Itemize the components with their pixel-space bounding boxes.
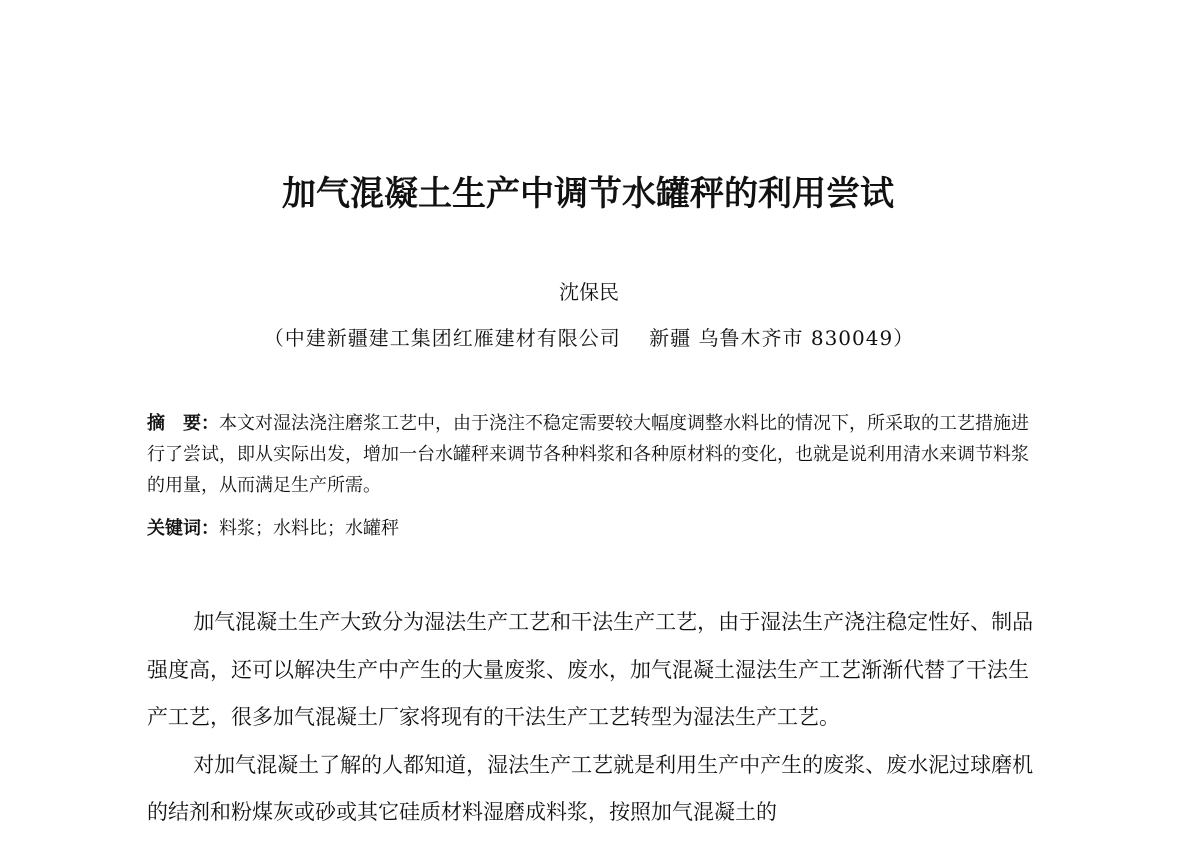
keywords-block — [147, 513, 1037, 544]
abstract-block — [147, 408, 1037, 501]
author-affiliation: （中建新疆建工集团红雁建材有限公司 新疆 乌鲁木齐市 830049） — [263, 326, 915, 350]
keywords-label: 关键词： — [147, 518, 219, 539]
paper-title: 加气混凝土生产中调节水罐秤的利用尝试 — [282, 174, 894, 214]
body-paragraph-2: 对加气混凝土了解的人都知道，湿法生产工艺就是利用生产中产生的废浆、废水泥过球磨机的结剂和粉煤灰或砂或其它硅质材料湿磨成料浆，按照加气混凝土的 — [147, 752, 1034, 824]
abstract-text: 本文对湿法浇注磨浆工艺中，由于浇注不稳定需要较大幅度调整水料比的情况下，所采取的工艺措施进行了尝试，即从实际出发，增加一台水罐秤来调节各种料浆和各种原材料的变化，也就是说利用清水来调节料浆的用量，从而满足生产所需。 — [147, 413, 1029, 496]
abstract-label: 摘 要： — [147, 413, 219, 434]
body-paragraph-1: 加气混凝土生产大致分为湿法生产工艺和干法生产工艺，由于湿法生产浇注稳定性好、制品强度高，还可以解决生产中产生的大量废浆、废水，加气混凝土湿法生产工艺渐渐代替了干法生产工艺，很多加气混凝土厂家将现有的干法生产工艺转型为湿法生产工艺。 — [147, 610, 1034, 729]
body-text — [147, 599, 1040, 837]
author-name: 沈保民 — [559, 280, 619, 304]
keywords-text: 料浆；水料比；水罐秤 — [219, 518, 399, 539]
